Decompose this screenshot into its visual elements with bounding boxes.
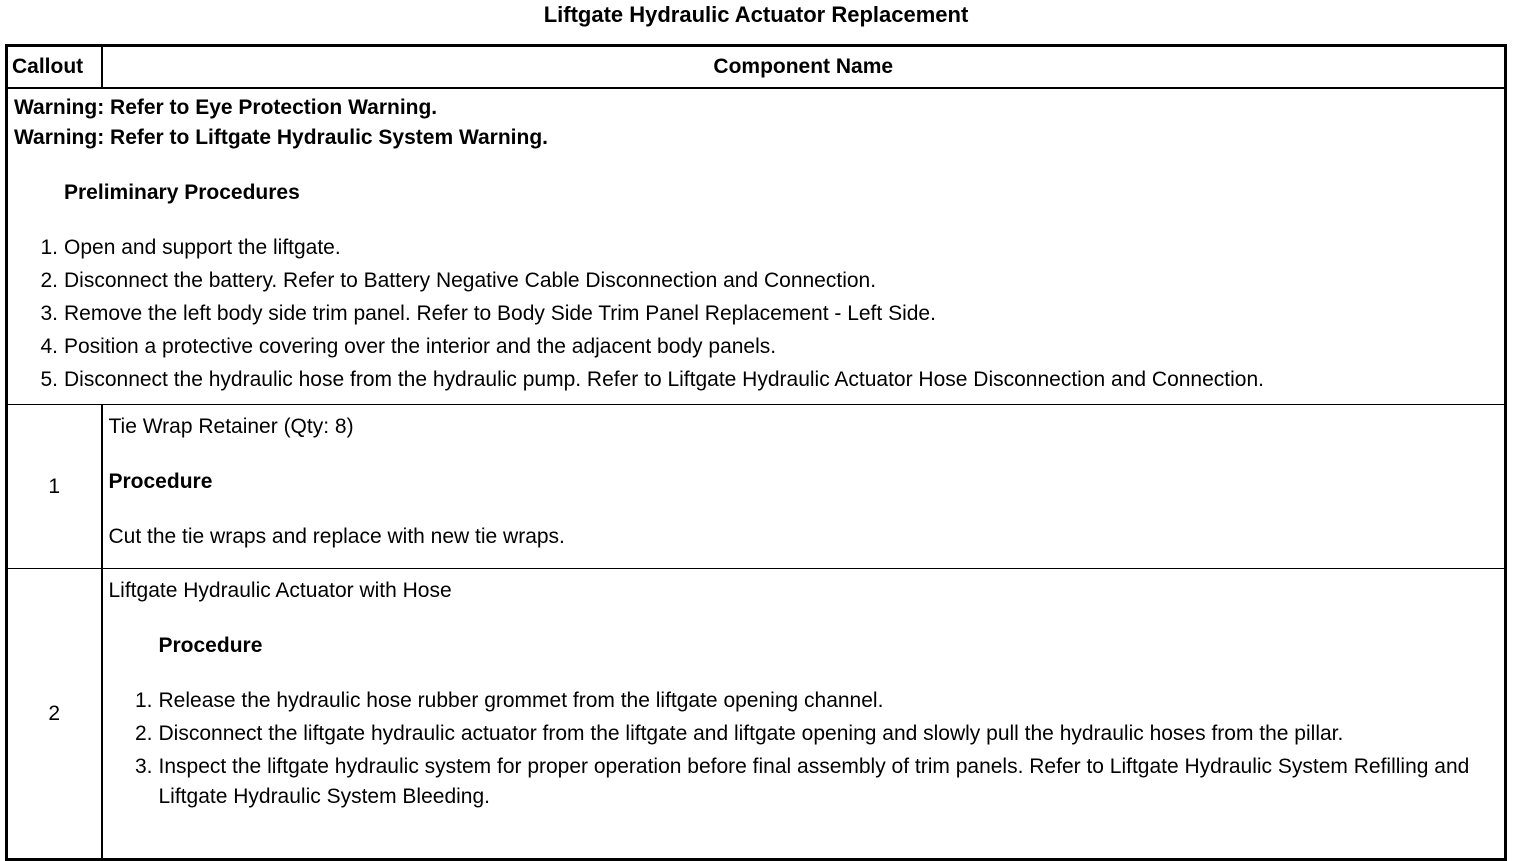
document-title: Liftgate Hydraulic Actuator Replacement (543, 2, 969, 27)
step-number: 3. (40, 302, 58, 325)
procedure-steps-list (109, 686, 1499, 812)
table-row (7, 405, 1506, 569)
procedure-table (5, 44, 1507, 861)
procedure-heading: Procedure (158, 634, 263, 657)
step-number: 4. (40, 335, 58, 358)
step-text: Release the hydraulic hose rubber grommet from the liftgate opening channel. (158, 689, 884, 712)
list-item (40, 332, 1498, 362)
step-number: 5. (40, 368, 58, 391)
list-item (134, 719, 1499, 749)
step-text: Disconnect the battery. Refer to Battery Negative Cable Disconnection and Connection. (64, 269, 877, 292)
header-callout: Callout (7, 46, 102, 89)
warning-hydraulic-system: Warning: Refer to Liftgate Hydraulic System Warning. (14, 126, 549, 149)
step-number: 1. (134, 689, 153, 712)
procedure-heading: Procedure (108, 470, 213, 493)
component-cell (102, 569, 1506, 860)
component-name: Liftgate Hydraulic Actuator with Hose (108, 579, 452, 602)
callout-number: 1 (7, 405, 102, 569)
step-number: 3. (134, 755, 153, 778)
step-text: Disconnect the hydraulic hose from the hydraulic pump. Refer to Liftgate Hydraulic Actuator Hose Disconnection and Connection. (64, 368, 1264, 391)
step-number: 2. (134, 722, 153, 745)
callout-number: 2 (7, 569, 102, 860)
step-text: Remove the left body side trim panel. Refer to Body Side Trim Panel Replacement - Left Side. (64, 302, 936, 325)
component-cell (102, 405, 1506, 569)
preliminary-procedures-heading: Preliminary Procedures (64, 181, 300, 204)
step-number: 2. (40, 269, 58, 292)
list-item (134, 686, 1499, 716)
table-header-row (7, 46, 1506, 89)
procedure-text: Cut the tie wraps and replace with new tie wraps. (108, 525, 565, 548)
header-component-name: Component Name (102, 46, 1506, 89)
step-text: Position a protective covering over the interior and the adjacent body panels. (64, 335, 777, 358)
list-item (40, 233, 1498, 263)
table-row (7, 569, 1506, 860)
step-text: Disconnect the liftgate hydraulic actuator from the liftgate and liftgate opening and slowly pull the hydraulic hoses from the pillar. (158, 722, 1344, 745)
preliminary-steps-list (14, 233, 1498, 395)
warnings-row (7, 88, 1506, 405)
step-text: Inspect the liftgate hydraulic system for proper operation before final assembly of trim panels. Refer to Liftgate Hydraulic System Refilling and Liftgate Hydraulic System Bleeding. (158, 755, 1470, 808)
list-item (40, 266, 1498, 296)
component-name: Tie Wrap Retainer (Qty: 8) (108, 415, 354, 438)
step-text: Open and support the liftgate. (64, 236, 341, 259)
list-item (134, 752, 1499, 812)
warnings-cell (7, 88, 1506, 405)
list-item (40, 365, 1498, 395)
warning-eye-protection: Warning: Refer to Eye Protection Warning. (14, 96, 438, 119)
list-item (40, 299, 1498, 329)
step-number: 1. (40, 236, 58, 259)
